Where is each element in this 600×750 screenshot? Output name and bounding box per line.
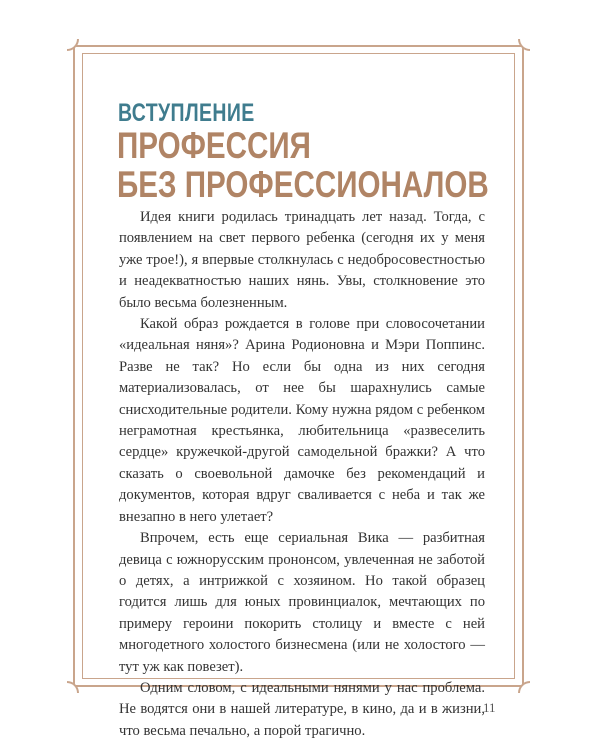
- section-label: ВСТУПЛЕНИЕ: [118, 99, 255, 127]
- chapter-title: [117, 126, 489, 204]
- page-number: 11: [483, 700, 496, 715]
- chapter-title-line-1: ПРОФЕССИЯ: [117, 125, 311, 166]
- paragraph: Какой образ рождается в голове при словосочетании «идеальная няня»? Арина Родионовна и Мэри Поппинс. Разве не так? Но если бы одна из них сегодня материализовалась, от нее бы шарахнулись самые снисходительные родители. Кому нужна рядом с ребенком неграмотная крестьянка, любительница «развеселить сердце» кружечкой-другой самодельной бражки? А что сказать о своевольной дамочке без рекомендаций и документов, которая вдруг сваливается с неба и так же внезапно в него улетает?: [119, 316, 485, 525]
- body-text: [119, 207, 485, 742]
- paragraph: Идея книги родилась тринадцать лет назад. Тогда, с появлением на свет первого ребенка (сегодня их у меня уже трое!), я впервые столкнулась с недобросовестностью и неадекватностью наших нянь. Увы, столкновение это было весьма болезненным.: [119, 209, 485, 311]
- paragraph: Одним словом, с идеальными нянями у нас проблема. Не водятся они в нашей литературе, в кино, да и в жизни, что весьма печально, а порой трагично.: [119, 679, 485, 739]
- chapter-title-line-2: БЕЗ ПРОФЕССИОНАЛОВ: [117, 164, 489, 205]
- paragraph: Впрочем, есть еще сериальная Вика — разбитная девица с южнорусским прононсом, увлеченная не заботой о детях, а интрижкой с хозяином. Но такой образец годится лишь для юных провинциалок, мечтающих по примеру героини покорить столицу и вместе с ней многодетного холостого бизнесмена (или не холостого — тут уж как повезет).: [119, 530, 485, 675]
